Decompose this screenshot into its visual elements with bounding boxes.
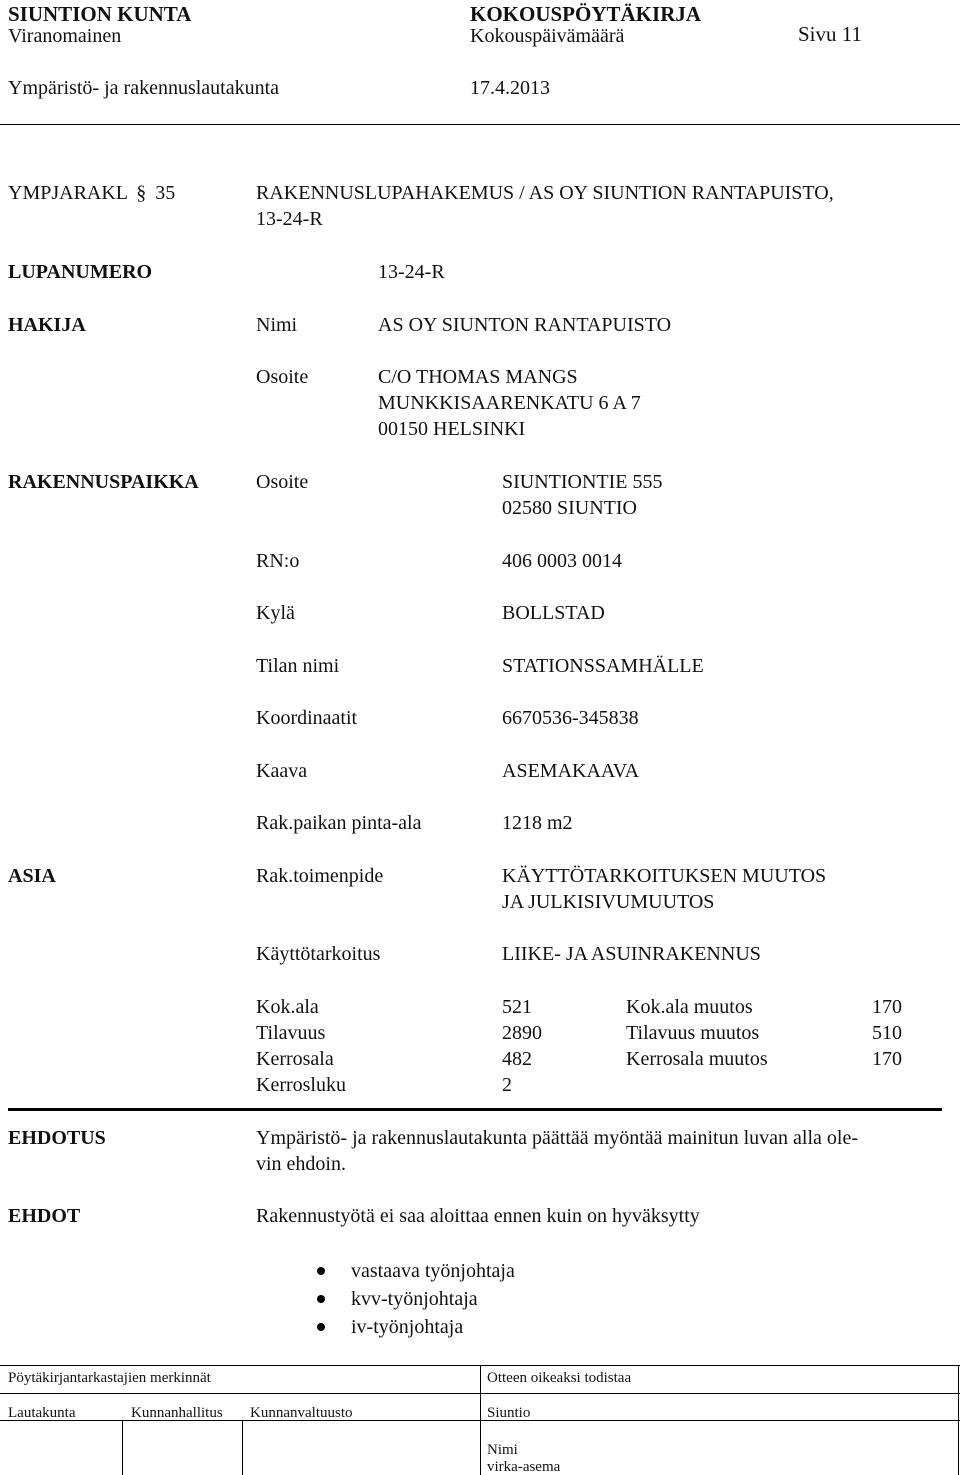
figure-label: Kerrosala (256, 1048, 334, 1070)
figure-value: 2890 (502, 1022, 542, 1044)
applicant-name: AS OY SIUNTON RANTAPUISTO (378, 314, 672, 336)
applicant-label: HAKIJA (8, 314, 86, 336)
coordinates-label: Koordinaatit (256, 707, 358, 729)
proposal-text-line1: Ympäristö- ja rakennuslautakunta päättää myöntää mainitun luvan alla ole- (256, 1127, 859, 1149)
government-label: Kunnanhallitus (131, 1405, 223, 1421)
item-code: YMPJARAKL § 35 (8, 182, 176, 204)
meeting-date-label: Kokouspäivämäärä (470, 25, 625, 47)
applicant-name-label: Nimi (256, 314, 298, 336)
figure-change-label: Kok.ala muutos (626, 996, 753, 1018)
authority-name: Ympäristö- ja rakennuslautakunta (8, 77, 280, 99)
applicant-address-line2: MUNKKISAARENKATU 6 A 7 (378, 392, 641, 414)
conditions-intro: Rakennustyötä ei saa aloittaa ennen kuin on hyväksytty (256, 1205, 700, 1227)
permit-number: 13-24-R (378, 261, 445, 283)
estate-label: Tilan nimi (256, 655, 340, 677)
rn-label: RN:o (256, 550, 300, 572)
figure-change-value: 170 (872, 1048, 902, 1070)
bullet-icon (317, 1295, 325, 1303)
site-area-label: Rak.paikan pinta-ala (256, 812, 422, 834)
applicant-address-line3: 00150 HELSINKI (378, 418, 526, 440)
footer-center-divider (480, 1365, 481, 1475)
village-value: BOLLSTAD (502, 602, 605, 624)
figure-change-label: Kerrosala muutos (626, 1048, 768, 1070)
measure-line2: JA JULKISIVUMUUTOS (502, 891, 715, 913)
condition-item: iv-työnjohtaja (351, 1316, 464, 1338)
page-number: Sivu 11 (798, 22, 862, 46)
use-label: Käyttötarkoitus (256, 943, 381, 965)
signer-name-label: Nimi (487, 1442, 518, 1458)
use-value: LIIKE- JA ASUINRAKENNUS (502, 943, 761, 965)
footer-column-divider (122, 1420, 123, 1475)
figure-change-value: 510 (872, 1022, 902, 1044)
measure-label: Rak.toimenpide (256, 865, 384, 887)
figure-label: Tilavuus (256, 1022, 326, 1044)
council-label: Kunnanvaltuusto (250, 1405, 353, 1421)
site-address-label: Osoite (256, 471, 309, 493)
condition-item: kvv-työnjohtaja (351, 1288, 478, 1310)
figure-value: 482 (502, 1048, 532, 1070)
permit-number-label: LUPANUMERO (8, 261, 153, 283)
conditions-label: EHDOT (8, 1205, 81, 1227)
figure-label: Kerrosluku (256, 1074, 346, 1096)
footer-right-border (958, 1365, 959, 1475)
section-divider (8, 1108, 942, 1111)
signer-position-label: virka-asema (487, 1459, 561, 1475)
figure-label: Kok.ala (256, 996, 319, 1018)
item-title-line1: RAKENNUSLUPAHAKEMUS / AS OY SIUNTION RANTAPUISTO, (256, 182, 834, 204)
site-address-line2: 02580 SIUNTIO (502, 497, 637, 519)
site-area-value: 1218 m2 (502, 812, 573, 834)
coordinates-value: 6670536-345838 (502, 707, 639, 729)
condition-item: vastaava työnjohtaja (351, 1260, 515, 1282)
plan-value: ASEMAKAAVA (502, 760, 640, 782)
figure-change-value: 170 (872, 996, 902, 1018)
estate-value: STATIONSSAMHÄLLE (502, 655, 704, 677)
site-label: RAKENNUSPAIKKA (8, 471, 199, 493)
plan-label: Kaava (256, 760, 308, 782)
proposal-text-line2: vin ehdoin. (256, 1153, 346, 1175)
board-label: Lautakunta (8, 1405, 76, 1421)
measure-line1: KÄYTTÖTARKOITUKSEN MUUTOS (502, 865, 827, 887)
site-address-line1: SIUNTIONTIE 555 (502, 471, 663, 493)
figure-change-label: Tilavuus muutos (626, 1022, 760, 1044)
figure-value: 521 (502, 996, 532, 1018)
footer-column-divider (242, 1420, 243, 1475)
applicant-address-label: Osoite (256, 366, 309, 388)
figure-value: 2 (502, 1074, 512, 1096)
certified-label: Otteen oikeaksi todistaa (487, 1370, 632, 1386)
place-label: Siuntio (487, 1405, 531, 1421)
bullet-icon (317, 1323, 325, 1331)
village-label: Kylä (256, 602, 295, 624)
bullet-icon (317, 1267, 325, 1275)
applicant-address-line1: C/O THOMAS MANGS (378, 366, 578, 388)
proposal-label: EHDOTUS (8, 1127, 106, 1149)
document-type: KOKOUSPÖYTÄKIRJA (470, 2, 702, 26)
header-divider (0, 124, 960, 125)
matter-label: ASIA (8, 865, 56, 887)
item-title-line2: 13-24-R (256, 208, 323, 230)
reviewers-label: Pöytäkirjantarkastajien merkinnät (8, 1370, 211, 1386)
municipality-name: SIUNTION KUNTA (8, 2, 192, 26)
meeting-date: 17.4.2013 (470, 77, 550, 99)
authority-label: Viranomainen (8, 25, 122, 47)
rn-value: 406 0003 0014 (502, 550, 622, 572)
